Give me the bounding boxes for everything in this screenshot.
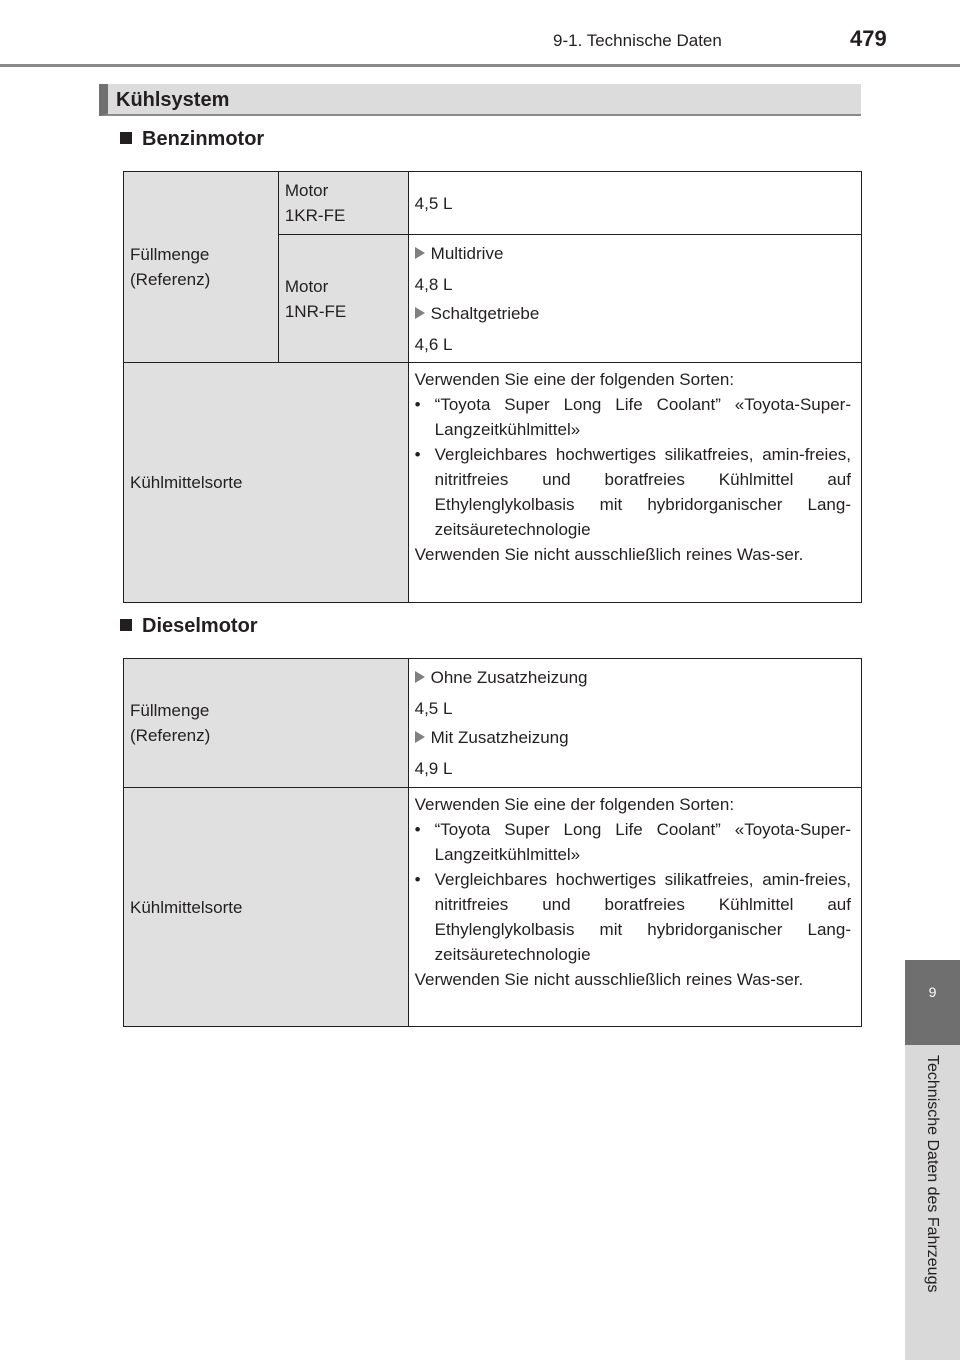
diesel-coolant-value: Verwenden Sie eine der folgenden Sorten: • “Toyota Super Long Life Coolant” «Toyota-Super-Langzeitkühlmittel» • Vergleichbares hochwertiges silikatfreies, amin-freies, nitritfreies und boratfreies Kühlmittel auf Ethylenglykolbasis mit hybridorganischer Lang-zeitsäuretechnologie Verwenden Sie nicht ausschließlich reines Was-ser. [408,788,861,1027]
arrow-right-icon [415,671,425,683]
petrol-engine1-label: Motor 1KR-FE [278,172,408,235]
section-title: Kühlsystem [116,89,230,111]
arrow-right-icon [415,307,425,319]
header-rule [0,64,960,67]
square-bullet-icon [120,619,132,631]
diesel-fill-label: Füllmenge (Referenz) [124,659,409,788]
petrol-heading-text: Benzinmotor [142,128,265,150]
square-bullet-icon [120,132,132,144]
diesel-fill-values: Ohne Zusatzheizung 4,5 L Mit Zusatzheizung 4,9 L [408,659,861,788]
petrol-engine2-values: Multidrive 4,8 L Schaltgetriebe 4,6 L [408,235,861,363]
chapter-tab-label: Technische Daten des Fahrzeugs [905,1045,960,1360]
petrol-table [123,171,862,603]
petrol-engine1-value: 4,5 L [408,172,861,235]
petrol-coolant-value: Verwenden Sie eine der folgenden Sorten: • “Toyota Super Long Life Coolant” «Toyota-Super-Langzeitkühlmittel» • Vergleichbares hochwertiges silikatfreies, amin-freies, nitritfreies und boratfreies Kühlmittel auf Ethylenglykolbasis mit hybridorganischer Lang-zeitsäuretechnologie Verwenden Sie nicht ausschließlich reines Was-ser. [408,363,861,603]
petrol-fill-label: Füllmenge (Referenz) [124,172,279,363]
petrol-engine2-label: Motor 1NR-FE [278,235,408,363]
arrow-right-icon [415,247,425,259]
petrol-coolant-label: Kühlmittelsorte [124,363,409,603]
running-header-section: 9-1. Technische Daten [553,31,722,50]
diesel-table [123,658,862,1027]
diesel-heading [120,615,258,638]
arrow-right-icon [415,731,425,743]
diesel-heading-text: Dieselmotor [142,615,258,637]
section-title-bar [99,84,861,116]
page-number: 479 [850,26,887,51]
diesel-coolant-label: Kühlmittelsorte [124,788,409,1027]
chapter-tab-number: 9 [905,960,960,1045]
petrol-heading [120,128,264,151]
